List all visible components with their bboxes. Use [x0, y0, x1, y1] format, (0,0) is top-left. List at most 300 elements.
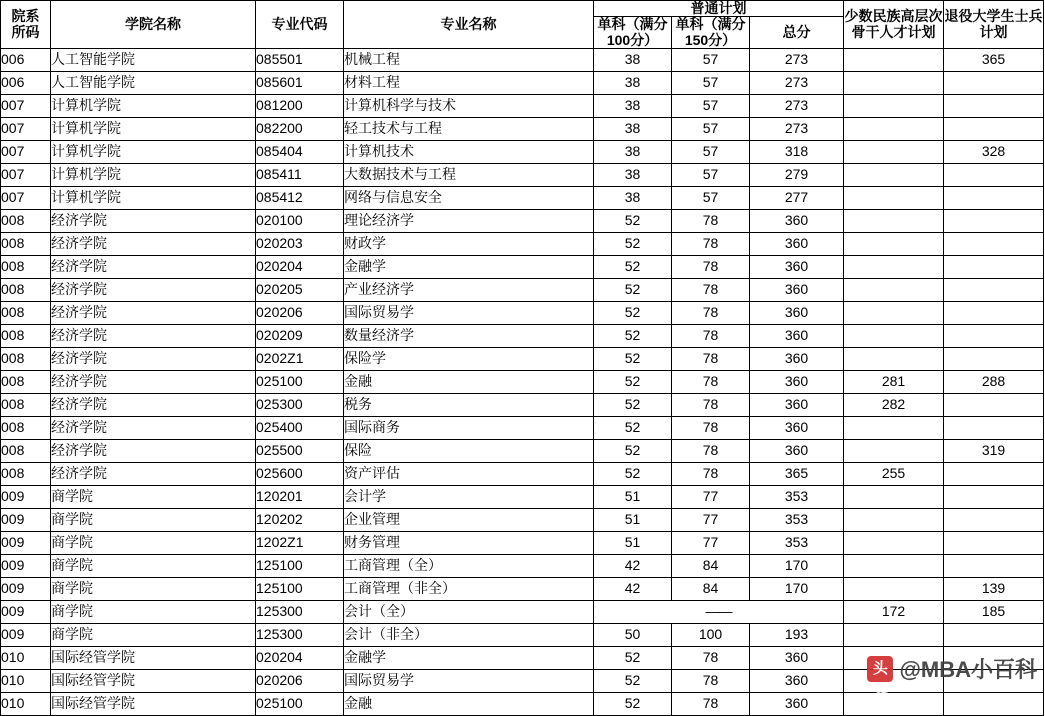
- cell-total-score: 360: [750, 693, 844, 716]
- cell-single-100: 52: [594, 279, 672, 302]
- cell-major-code: 025400: [256, 417, 344, 440]
- cell-major-code: 081200: [256, 95, 344, 118]
- cell-major-name: 财务管理: [344, 532, 594, 555]
- cell-total-score: 360: [750, 647, 844, 670]
- cell-veteran-plan: 328: [944, 141, 1044, 164]
- cell-department-code: 009: [1, 532, 51, 555]
- cell-single-100: 52: [594, 256, 672, 279]
- cell-single-100: 51: [594, 532, 672, 555]
- cell-department-code: 006: [1, 72, 51, 95]
- cell-minority-plan: 255: [844, 463, 944, 486]
- cell-department-code: 007: [1, 141, 51, 164]
- cell-veteran-plan: 288: [944, 371, 1044, 394]
- cell-major-code: 025100: [256, 693, 344, 716]
- table-row: [1, 279, 1044, 302]
- cell-single-150: 78: [672, 256, 750, 279]
- cell-single-150: 57: [672, 95, 750, 118]
- cell-major-code: 020206: [256, 302, 344, 325]
- cell-single-150: 78: [672, 233, 750, 256]
- cell-single-150: 57: [672, 72, 750, 95]
- cell-single-100: 52: [594, 670, 672, 693]
- cell-department-code: 007: [1, 187, 51, 210]
- cell-single-100: 38: [594, 118, 672, 141]
- cell-single-150: 78: [672, 279, 750, 302]
- cell-veteran-plan: [944, 555, 1044, 578]
- cell-veteran-plan: [944, 325, 1044, 348]
- cell-college-name: 国际经管学院: [51, 647, 256, 670]
- cell-major-code: 1202Z1: [256, 532, 344, 555]
- cell-major-name: 国际贸易学: [344, 670, 594, 693]
- cell-department-code: 008: [1, 348, 51, 371]
- header-major-code: 专业代码: [256, 1, 344, 49]
- cell-minority-plan: [844, 72, 944, 95]
- cell-veteran-plan: [944, 624, 1044, 647]
- cell-single-100: 52: [594, 348, 672, 371]
- cell-general-plan-dash: ——: [594, 601, 844, 624]
- cell-minority-plan: [844, 210, 944, 233]
- cell-college-name: 计算机学院: [51, 95, 256, 118]
- header-veteran-plan: 退役大学生士兵计划: [944, 1, 1044, 49]
- cell-major-name: 会计学: [344, 486, 594, 509]
- cell-major-name: 数量经济学: [344, 325, 594, 348]
- cell-single-100: 52: [594, 440, 672, 463]
- cell-total-score: 360: [750, 670, 844, 693]
- cell-total-score: 365: [750, 463, 844, 486]
- cell-college-name: 经济学院: [51, 463, 256, 486]
- table-row: [1, 325, 1044, 348]
- cell-single-150: 78: [672, 348, 750, 371]
- cell-veteran-plan: [944, 187, 1044, 210]
- cell-total-score: 360: [750, 371, 844, 394]
- cell-department-code: 010: [1, 693, 51, 716]
- cell-veteran-plan: 185: [944, 601, 1044, 624]
- cell-major-code: 125300: [256, 601, 344, 624]
- table-row: [1, 509, 1044, 532]
- cell-total-score: 360: [750, 210, 844, 233]
- table-row: [1, 463, 1044, 486]
- cell-department-code: 009: [1, 578, 51, 601]
- cell-veteran-plan: [944, 256, 1044, 279]
- cell-college-name: 商学院: [51, 601, 256, 624]
- cell-major-code: 020205: [256, 279, 344, 302]
- cell-major-name: 会计（全）: [344, 601, 594, 624]
- cell-single-150: 78: [672, 394, 750, 417]
- cell-major-name: 金融: [344, 693, 594, 716]
- watermark-text: @MBA小百科: [899, 657, 1037, 682]
- cell-minority-plan: [844, 348, 944, 371]
- cell-veteran-plan: [944, 509, 1044, 532]
- cell-single-150: 78: [672, 693, 750, 716]
- cell-veteran-plan: [944, 670, 1044, 693]
- cell-veteran-plan: [944, 463, 1044, 486]
- cell-veteran-plan: [944, 394, 1044, 417]
- table-row: [1, 256, 1044, 279]
- cell-single-150: 77: [672, 486, 750, 509]
- table-header: [1, 1, 1044, 49]
- cell-major-code: 025300: [256, 394, 344, 417]
- table-row: [1, 578, 1044, 601]
- cell-single-150: 78: [672, 463, 750, 486]
- cell-single-150: 57: [672, 164, 750, 187]
- cell-total-score: 170: [750, 578, 844, 601]
- cell-college-name: 经济学院: [51, 302, 256, 325]
- table-row: [1, 624, 1044, 647]
- cell-single-100: 52: [594, 463, 672, 486]
- header-total-score: 总分: [750, 17, 844, 49]
- cell-college-name: 商学院: [51, 578, 256, 601]
- table-row: [1, 118, 1044, 141]
- header-minority-plan: 少数民族高层次骨干人才计划: [844, 1, 944, 49]
- cell-total-score: 360: [750, 348, 844, 371]
- cell-college-name: 商学院: [51, 624, 256, 647]
- table-row: [1, 486, 1044, 509]
- cell-single-150: 78: [672, 647, 750, 670]
- cell-major-name: 产业经济学: [344, 279, 594, 302]
- table-body: [1, 49, 1044, 716]
- cell-minority-plan: [844, 647, 944, 670]
- cell-college-name: 经济学院: [51, 348, 256, 371]
- cell-total-score: 170: [750, 555, 844, 578]
- cell-college-name: 经济学院: [51, 371, 256, 394]
- cell-major-name: 国际贸易学: [344, 302, 594, 325]
- cell-total-score: 360: [750, 233, 844, 256]
- cell-single-100: 51: [594, 509, 672, 532]
- cell-department-code: 008: [1, 440, 51, 463]
- cell-single-100: 50: [594, 624, 672, 647]
- cell-veteran-plan: [944, 647, 1044, 670]
- cell-single-150: 78: [672, 210, 750, 233]
- cell-veteran-plan: [944, 486, 1044, 509]
- table-row: [1, 72, 1044, 95]
- cell-college-name: 商学院: [51, 532, 256, 555]
- cell-total-score: 353: [750, 532, 844, 555]
- cell-single-100: 52: [594, 647, 672, 670]
- cell-major-code: 120202: [256, 509, 344, 532]
- cell-major-code: 085601: [256, 72, 344, 95]
- cell-major-code: 020206: [256, 670, 344, 693]
- cell-total-score: 273: [750, 118, 844, 141]
- table-row: [1, 693, 1044, 716]
- cell-veteran-plan: [944, 693, 1044, 716]
- cell-department-code: 008: [1, 233, 51, 256]
- header-major-name: 专业名称: [344, 1, 594, 49]
- cell-single-150: 77: [672, 509, 750, 532]
- cell-minority-plan: 282: [844, 394, 944, 417]
- cell-major-code: 125100: [256, 578, 344, 601]
- cell-veteran-plan: [944, 417, 1044, 440]
- table-row: [1, 302, 1044, 325]
- cell-college-name: 计算机学院: [51, 164, 256, 187]
- cell-college-name: 经济学院: [51, 279, 256, 302]
- cell-single-100: 52: [594, 233, 672, 256]
- cell-total-score: 273: [750, 72, 844, 95]
- cell-minority-plan: [844, 624, 944, 647]
- cell-major-code: 125100: [256, 555, 344, 578]
- cell-college-name: 国际经管学院: [51, 670, 256, 693]
- cell-major-name: 轻工技术与工程: [344, 118, 594, 141]
- cell-major-name: 大数据技术与工程: [344, 164, 594, 187]
- cell-major-name: 计算机科学与技术: [344, 95, 594, 118]
- cell-college-name: 经济学院: [51, 325, 256, 348]
- cell-major-name: 金融: [344, 371, 594, 394]
- cell-minority-plan: [844, 417, 944, 440]
- cell-department-code: 008: [1, 256, 51, 279]
- table-row: [1, 371, 1044, 394]
- cell-major-code: 020203: [256, 233, 344, 256]
- cell-major-name: 金融学: [344, 256, 594, 279]
- header-college-name: 学院名称: [51, 1, 256, 49]
- cell-college-name: 商学院: [51, 509, 256, 532]
- cell-total-score: 360: [750, 440, 844, 463]
- cell-single-100: 38: [594, 49, 672, 72]
- cell-major-code: 085411: [256, 164, 344, 187]
- cell-single-100: 42: [594, 578, 672, 601]
- cell-major-name: 材料工程: [344, 72, 594, 95]
- table-row: [1, 670, 1044, 693]
- cell-department-code: 007: [1, 95, 51, 118]
- cell-total-score: 360: [750, 394, 844, 417]
- cell-total-score: 273: [750, 49, 844, 72]
- cell-single-150: 57: [672, 49, 750, 72]
- cell-minority-plan: [844, 118, 944, 141]
- cell-single-100: 52: [594, 394, 672, 417]
- cell-department-code: 007: [1, 164, 51, 187]
- cell-minority-plan: [844, 555, 944, 578]
- cell-single-150: 57: [672, 118, 750, 141]
- cell-major-name: 工商管理（全）: [344, 555, 594, 578]
- cell-major-name: 保险: [344, 440, 594, 463]
- cell-department-code: 007: [1, 118, 51, 141]
- cell-college-name: 商学院: [51, 555, 256, 578]
- cell-major-code: 020100: [256, 210, 344, 233]
- cell-veteran-plan: [944, 210, 1044, 233]
- table-row: [1, 440, 1044, 463]
- cell-minority-plan: [844, 141, 944, 164]
- cell-single-100: 52: [594, 210, 672, 233]
- cell-minority-plan: [844, 440, 944, 463]
- cell-department-code: 008: [1, 302, 51, 325]
- cell-single-150: 78: [672, 371, 750, 394]
- cell-minority-plan: [844, 187, 944, 210]
- cell-college-name: 经济学院: [51, 440, 256, 463]
- cell-single-100: 38: [594, 164, 672, 187]
- cell-veteran-plan: [944, 72, 1044, 95]
- header-single-100: 单科（满分100分）: [594, 17, 672, 49]
- table-row: [1, 141, 1044, 164]
- table-row: [1, 49, 1044, 72]
- cell-veteran-plan: [944, 233, 1044, 256]
- cell-single-150: 84: [672, 555, 750, 578]
- cell-minority-plan: [844, 670, 944, 693]
- cell-single-100: 51: [594, 486, 672, 509]
- cell-minority-plan: [844, 509, 944, 532]
- table-row: [1, 417, 1044, 440]
- cell-total-score: 360: [750, 256, 844, 279]
- cell-single-150: 78: [672, 440, 750, 463]
- cell-major-name: 理论经济学: [344, 210, 594, 233]
- cell-veteran-plan: [944, 302, 1044, 325]
- cell-minority-plan: [844, 279, 944, 302]
- cell-veteran-plan: [944, 95, 1044, 118]
- cell-college-name: 经济学院: [51, 417, 256, 440]
- table-row: [1, 95, 1044, 118]
- cell-major-name: 保险学: [344, 348, 594, 371]
- cell-minority-plan: [844, 578, 944, 601]
- cell-veteran-plan: [944, 348, 1044, 371]
- header-row-1: [1, 1, 1044, 17]
- cell-single-150: 57: [672, 187, 750, 210]
- cell-single-150: 78: [672, 302, 750, 325]
- cell-major-code: 085412: [256, 187, 344, 210]
- cell-major-code: 020209: [256, 325, 344, 348]
- cell-department-code: 006: [1, 49, 51, 72]
- header-department-code-line1: 院系: [11, 8, 40, 25]
- cell-college-name: 经济学院: [51, 394, 256, 417]
- table-row: [1, 532, 1044, 555]
- cell-major-code: 020204: [256, 647, 344, 670]
- cell-single-150: 78: [672, 670, 750, 693]
- header-department-code-line2: 所码: [11, 23, 40, 40]
- cell-minority-plan: [844, 95, 944, 118]
- table-row: [1, 394, 1044, 417]
- cell-single-150: 57: [672, 141, 750, 164]
- cell-minority-plan: 172: [844, 601, 944, 624]
- table-row: [1, 210, 1044, 233]
- cell-major-code: 0202Z1: [256, 348, 344, 371]
- cell-veteran-plan: 365: [944, 49, 1044, 72]
- cell-single-100: 52: [594, 302, 672, 325]
- table-row: [1, 164, 1044, 187]
- cell-department-code: 009: [1, 624, 51, 647]
- table-row: [1, 187, 1044, 210]
- cell-veteran-plan: [944, 118, 1044, 141]
- cell-department-code: 008: [1, 417, 51, 440]
- cell-minority-plan: [844, 49, 944, 72]
- cell-major-name: 财政学: [344, 233, 594, 256]
- header-general-plan: 普通计划: [594, 1, 844, 17]
- cell-total-score: 353: [750, 486, 844, 509]
- cell-department-code: 008: [1, 371, 51, 394]
- cell-minority-plan: [844, 164, 944, 187]
- cell-single-100: 38: [594, 187, 672, 210]
- cell-major-code: 082200: [256, 118, 344, 141]
- table-row: [1, 233, 1044, 256]
- table-row: [1, 601, 1044, 624]
- cell-major-name: 税务: [344, 394, 594, 417]
- cell-college-name: 计算机学院: [51, 118, 256, 141]
- cell-major-code: 120201: [256, 486, 344, 509]
- cell-veteran-plan: [944, 532, 1044, 555]
- cell-department-code: 009: [1, 509, 51, 532]
- toutiao-badge-icon: 头条: [867, 656, 893, 682]
- table-row: [1, 348, 1044, 371]
- cell-single-100: 38: [594, 95, 672, 118]
- cell-total-score: 273: [750, 95, 844, 118]
- cell-major-code: 025600: [256, 463, 344, 486]
- cell-veteran-plan: [944, 164, 1044, 187]
- cell-single-150: 78: [672, 417, 750, 440]
- cell-minority-plan: [844, 302, 944, 325]
- cell-single-150: 78: [672, 325, 750, 348]
- cell-total-score: 318: [750, 141, 844, 164]
- cell-department-code: 008: [1, 394, 51, 417]
- cell-department-code: 009: [1, 555, 51, 578]
- cell-single-100: 52: [594, 417, 672, 440]
- cell-college-name: 经济学院: [51, 210, 256, 233]
- cell-major-name: 机械工程: [344, 49, 594, 72]
- cell-total-score: 360: [750, 325, 844, 348]
- cell-department-code: 008: [1, 279, 51, 302]
- cell-total-score: 360: [750, 417, 844, 440]
- header-department-code: [1, 1, 51, 49]
- cell-college-name: 计算机学院: [51, 187, 256, 210]
- cell-major-code: 085501: [256, 49, 344, 72]
- cell-single-150: 77: [672, 532, 750, 555]
- cell-major-code: 025500: [256, 440, 344, 463]
- cell-major-code: 025100: [256, 371, 344, 394]
- cell-minority-plan: [844, 256, 944, 279]
- cell-department-code: 008: [1, 463, 51, 486]
- cell-minority-plan: [844, 486, 944, 509]
- cell-single-150: 100: [672, 624, 750, 647]
- cell-major-name: 工商管理（非全）: [344, 578, 594, 601]
- cell-major-code: 085404: [256, 141, 344, 164]
- cell-major-name: 国际商务: [344, 417, 594, 440]
- cell-minority-plan: 281: [844, 371, 944, 394]
- cell-minority-plan: [844, 532, 944, 555]
- cell-major-code: 125300: [256, 624, 344, 647]
- cell-veteran-plan: 319: [944, 440, 1044, 463]
- cell-department-code: 008: [1, 210, 51, 233]
- cell-single-100: 52: [594, 693, 672, 716]
- cell-veteran-plan: 139: [944, 578, 1044, 601]
- cell-department-code: 009: [1, 486, 51, 509]
- table-row: [1, 647, 1044, 670]
- cell-major-code: 020204: [256, 256, 344, 279]
- cell-total-score: 360: [750, 279, 844, 302]
- cell-department-code: 008: [1, 325, 51, 348]
- cell-major-name: 会计（非全）: [344, 624, 594, 647]
- cell-college-name: 人工智能学院: [51, 49, 256, 72]
- cell-college-name: 商学院: [51, 486, 256, 509]
- cell-major-name: 金融学: [344, 647, 594, 670]
- cell-single-100: 52: [594, 325, 672, 348]
- cell-major-name: 计算机技术: [344, 141, 594, 164]
- cell-college-name: 人工智能学院: [51, 72, 256, 95]
- cell-total-score: 193: [750, 624, 844, 647]
- cell-department-code: 010: [1, 670, 51, 693]
- cell-total-score: 277: [750, 187, 844, 210]
- cell-single-100: 42: [594, 555, 672, 578]
- cell-veteran-plan: [944, 279, 1044, 302]
- cell-minority-plan: [844, 325, 944, 348]
- cell-minority-plan: [844, 693, 944, 716]
- cell-college-name: 国际经管学院: [51, 693, 256, 716]
- header-single-150: 单科（满分150分）: [672, 17, 750, 49]
- cell-single-150: 84: [672, 578, 750, 601]
- cell-single-100: 38: [594, 72, 672, 95]
- cell-major-name: 网络与信息安全: [344, 187, 594, 210]
- cell-single-100: 38: [594, 141, 672, 164]
- cell-total-score: 353: [750, 509, 844, 532]
- cell-major-name: 资产评估: [344, 463, 594, 486]
- cell-college-name: 经济学院: [51, 233, 256, 256]
- cell-college-name: 计算机学院: [51, 141, 256, 164]
- cell-minority-plan: [844, 233, 944, 256]
- cell-department-code: 010: [1, 647, 51, 670]
- table-row: [1, 555, 1044, 578]
- cell-major-name: 企业管理: [344, 509, 594, 532]
